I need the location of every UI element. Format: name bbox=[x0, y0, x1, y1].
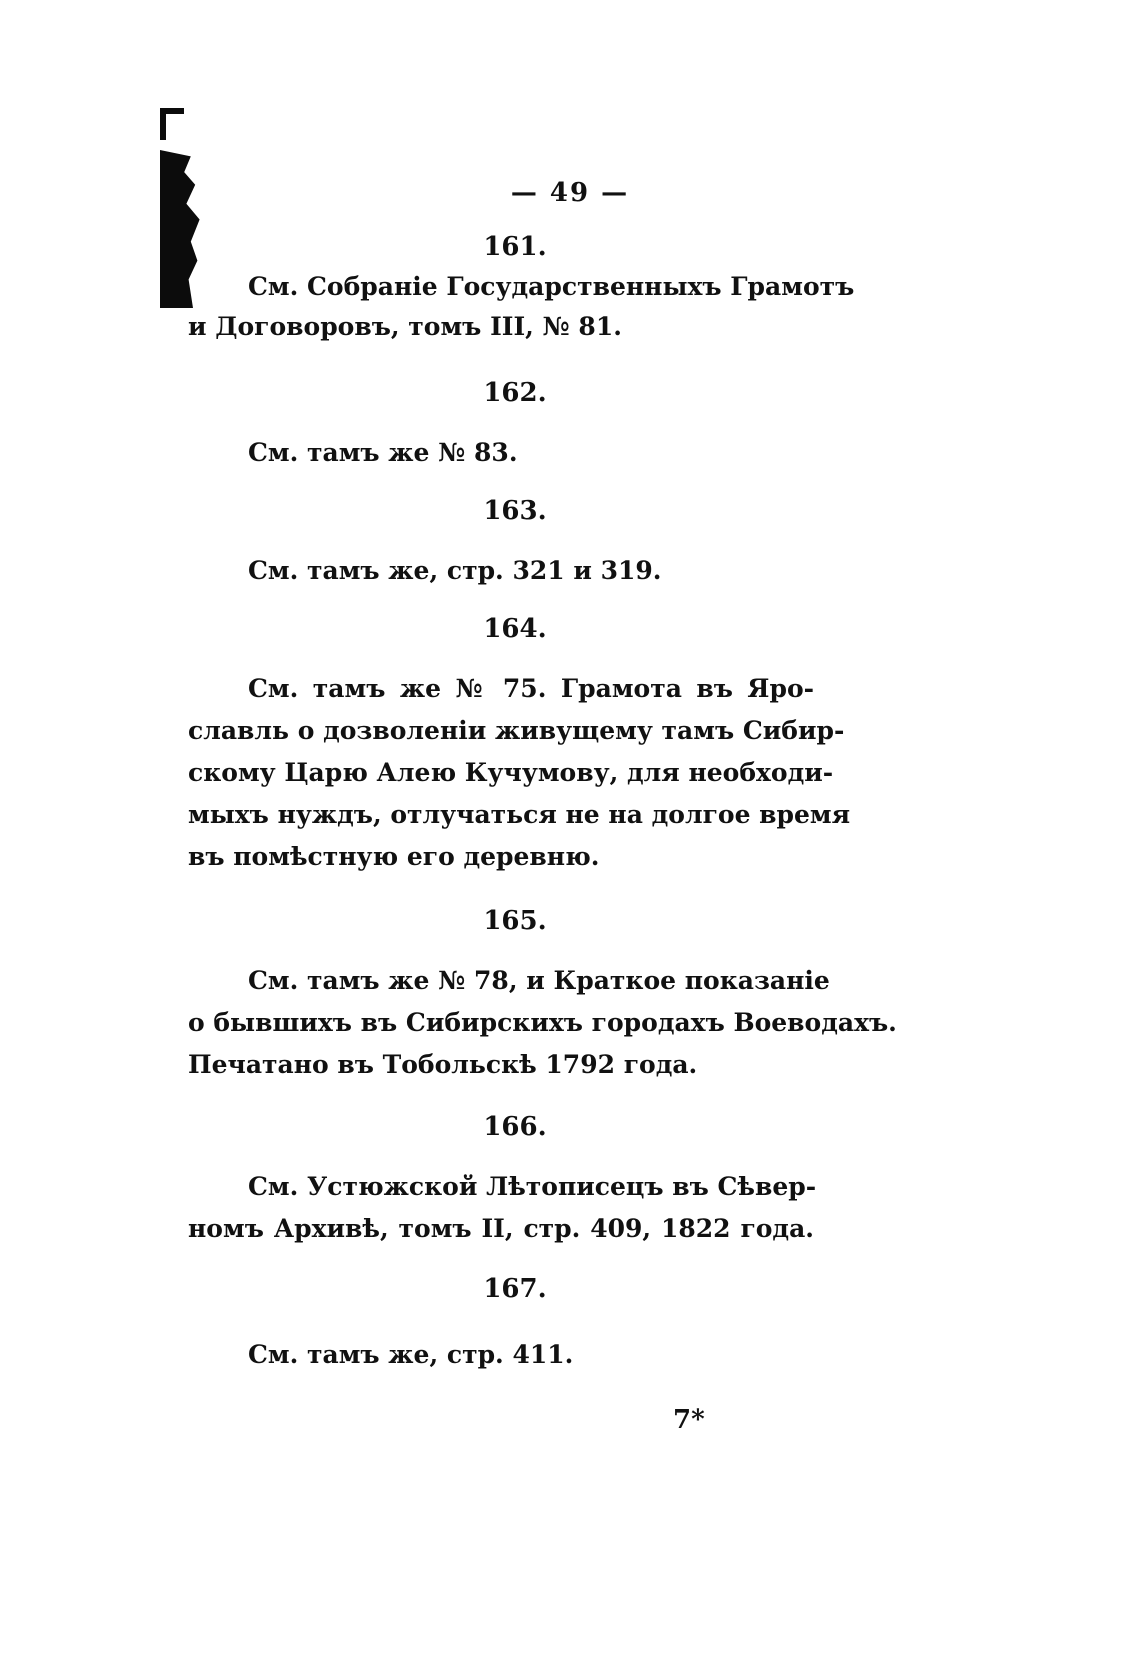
entry-165-line-2: о бывшихъ въ Сибирскихъ городахъ Воеводахъ. bbox=[188, 1008, 897, 1037]
entry-163-number: 163. bbox=[483, 496, 547, 526]
entry-161-line-2: и Договоровъ, томъ III, № 81. bbox=[188, 312, 622, 341]
entry-166-number: 166. bbox=[483, 1112, 547, 1142]
entry-167-number: 167. bbox=[483, 1274, 547, 1304]
entry-166-line-2: номъ Архивѣ, томъ II, стр. 409, 1822 года. bbox=[188, 1214, 814, 1243]
entry-164-line-1: См. тамъ же № 75. Грамота въ Яро- bbox=[248, 674, 814, 703]
entry-167-line-1: См. тамъ же, стр. 411. bbox=[248, 1340, 574, 1369]
entry-162-line-1: См. тамъ же № 83. bbox=[248, 438, 518, 467]
entry-161-line-1: См. Собраніе Государственныхъ Грамотъ bbox=[248, 272, 855, 301]
entry-165-number: 165. bbox=[483, 906, 547, 936]
entry-164-number: 164. bbox=[483, 614, 547, 644]
entry-164-line-5: въ помѣстную его деревню. bbox=[188, 842, 600, 871]
signature-mark: 7* bbox=[673, 1405, 705, 1435]
entry-164-line-4: мыхъ нуждъ, отлучаться не на долгое время bbox=[188, 800, 851, 829]
entry-163-line-1: См. тамъ же, стр. 321 и 319. bbox=[248, 556, 662, 585]
entry-162-number: 162. bbox=[483, 378, 547, 408]
entry-165-line-1: См. тамъ же № 78, и Краткое показаніе bbox=[248, 966, 830, 995]
scan-edge-shadow bbox=[160, 150, 204, 308]
entry-161-number: 161. bbox=[483, 232, 547, 262]
entry-164-line-2: славль о дозволеніи живущему тамъ Сибир- bbox=[188, 716, 845, 745]
scan-border-mark bbox=[160, 108, 184, 140]
entry-165-line-3: Печатано въ Тобольскѣ 1792 года. bbox=[188, 1050, 698, 1079]
page-number: — 49 — bbox=[510, 178, 630, 208]
entry-164-line-3: скому Царю Алею Кучумову, для необходи- bbox=[188, 758, 834, 787]
entry-166-line-1: См. Устюжской Лѣтописецъ въ Сѣвер- bbox=[248, 1172, 817, 1201]
